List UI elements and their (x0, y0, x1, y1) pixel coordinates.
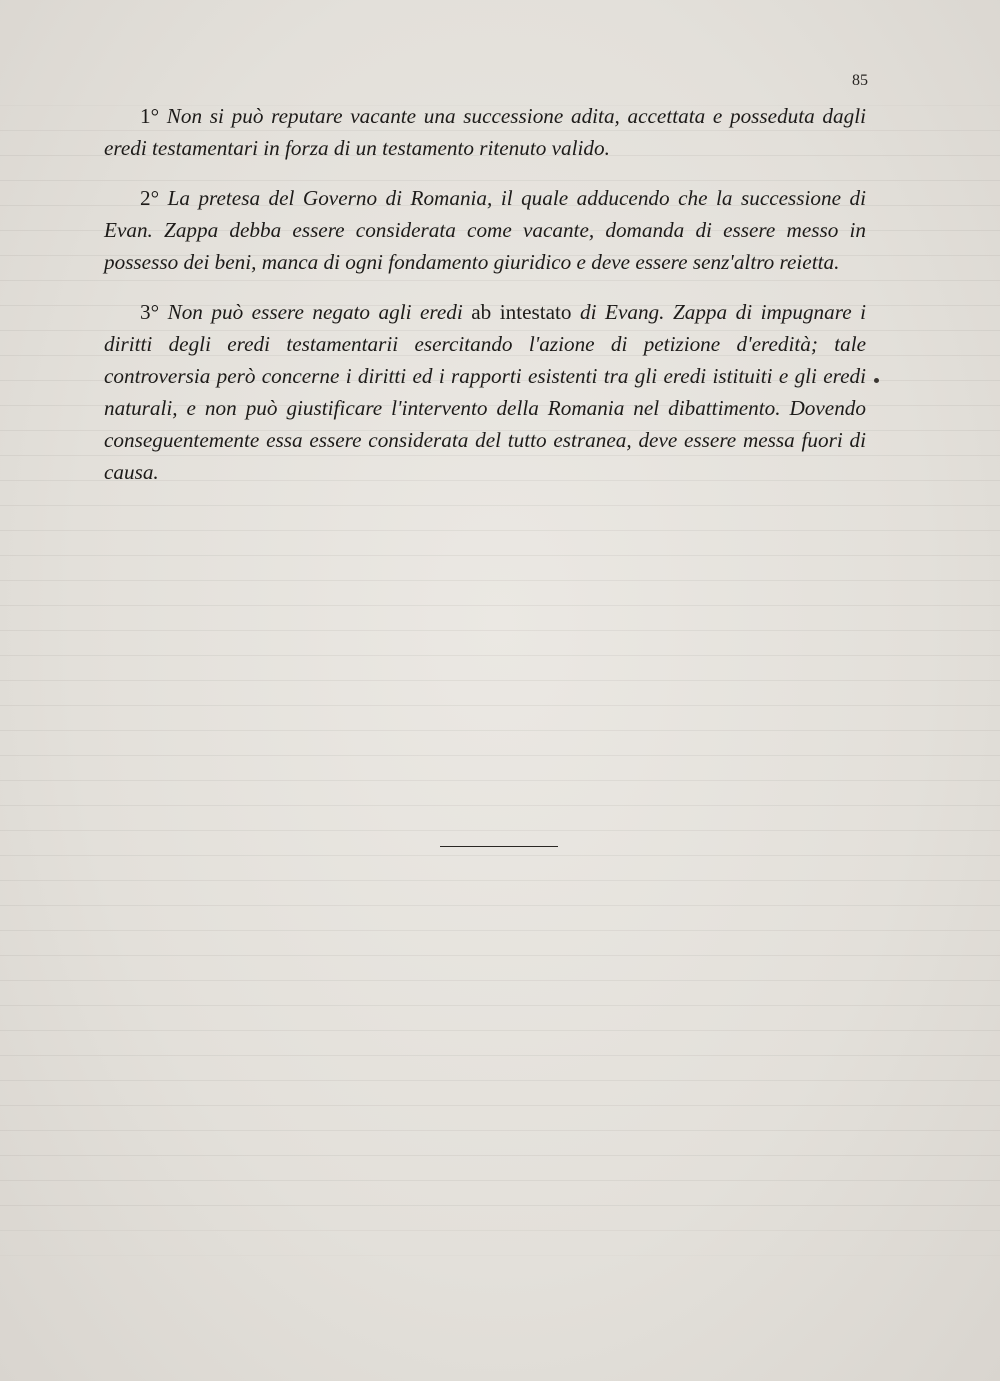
paragraph-number: 1° (140, 104, 160, 128)
paragraph-text-continued: di Evang. Zappa di impugnare i diritti degli eredi testamentarii esercitando l'azione di petizione d'eredità; tale controversia però concerne i diritti ed i rapporti esistenti tra gli eredi istituiti e gli eredi naturali, e non può giustificare l'intervento della Romania nel dibattimento. Dovendo conseguentemente essa essere considerata del tutto estranea, deve essere messa fuori di causa. (104, 300, 866, 484)
paragraph-1 (104, 100, 866, 164)
paragraph-2 (104, 182, 866, 278)
paragraph-text: Non può essere negato agli eredi (159, 300, 472, 324)
margin-mark (874, 378, 879, 383)
section-divider-rule (440, 846, 558, 847)
paragraph-number: 2° (140, 186, 160, 210)
paragraph-3 (104, 296, 866, 488)
document-body (104, 100, 866, 506)
latin-phrase: ab intestato (471, 300, 572, 324)
page-number: 85 (852, 72, 868, 89)
paragraph-text: La pretesa del Governo di Romania, il quale adducendo che la successione di Evan. Zappa debba essere considerata come vacante, domanda di essere messo in possesso dei beni, manca di ogni fondamento giuridico e deve essere senz'altro reietta. (104, 186, 866, 274)
paragraph-text: Non si può reputare vacante una successione adita, accettata e posseduta dagli eredi testamentari in forza di un testamento ritenuto valido. (104, 104, 866, 160)
paragraph-number: 3° (140, 300, 160, 324)
